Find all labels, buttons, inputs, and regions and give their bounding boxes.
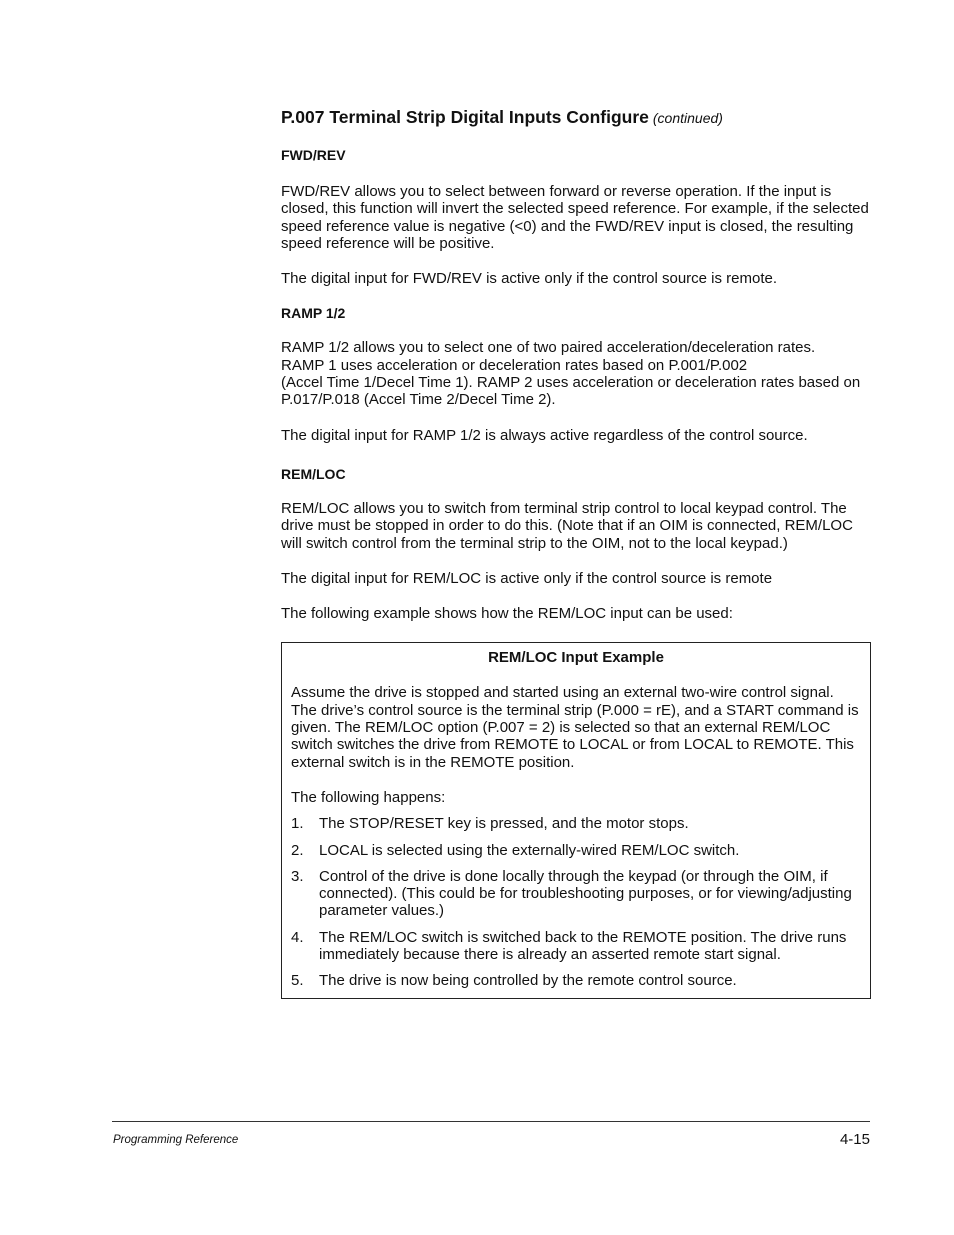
step-text: Control of the drive is done locally through the keypad (or through the OIM, if connected). (This could be for troubleshooting purposes, or for viewing/adjusting parameter values.)	[319, 867, 852, 920]
step-text: The REM/LOC switch is switched back to the REMOTE position. The drive runs immediately because there is already an asserted remote start signal.	[319, 928, 847, 964]
rem-loc-note: The digital input for REM/LOC is active only if the control source is remote	[281, 569, 773, 587]
ramp-description-line-1: RAMP 1/2 allows you to select one of two paired acceleration/deceleration rates.	[281, 339, 816, 357]
rem-loc-description: REM/LOC allows you to switch from terminal strip control to local keypad control. The drive must be stopped in order to do this. (Note that if an OIM is connected, REM/LOC will switch control from the terminal strip to the OIM, not to the local keypad.)	[281, 499, 853, 552]
footer-divider	[112, 1121, 870, 1122]
ramp-description-line-2: RAMP 1 uses acceleration or deceleration rates based on P.001/P.002	[281, 356, 748, 374]
step-number: 1.	[291, 815, 304, 833]
step-text: The drive is now being controlled by the remote control source.	[319, 972, 737, 990]
step-number: 2.	[291, 841, 304, 859]
page-title-text: P.007 Terminal Strip Digital Inputs Configure	[281, 107, 649, 127]
example-intro: Assume the drive is stopped and started using an external two-wire control signal. The drive’s control source is the terminal strip (P.000 = rE), and a START command is given. The REM/LOC option (P.007 = 2) is selected so that an external REM/LOC switch switches the drive from REMOTE to LOCAL or from LOCAL to REMOTE. This external switch is in the REMOTE position.	[291, 684, 859, 771]
example-lead: The following happens:	[291, 788, 446, 806]
page-content	[281, 104, 871, 999]
example-step	[291, 868, 861, 920]
ramp-note: The digital input for RAMP 1/2 is always active regardless of the control source.	[281, 426, 808, 444]
step-number: 5.	[291, 972, 304, 990]
ramp-description	[281, 339, 871, 408]
page-number: 4-15	[839, 1131, 870, 1148]
example-step	[291, 972, 861, 989]
step-number: 3.	[291, 867, 304, 885]
footer-section-title: Programming Reference	[113, 1134, 239, 1146]
rem-loc-example-intro: The following example shows how the REM/LOC input can be used:	[281, 605, 733, 623]
fwd-rev-note: The digital input for FWD/REV is active only if the control source is remote.	[281, 270, 778, 288]
example-step	[291, 815, 861, 832]
page-title-suffix: (continued)	[652, 110, 723, 126]
example-box	[281, 642, 871, 998]
example-steps	[291, 815, 861, 989]
fwd-rev-heading: FWD/REV	[281, 147, 346, 163]
step-number: 4.	[291, 928, 304, 946]
step-text: The STOP/RESET key is pressed, and the motor stops.	[319, 815, 689, 833]
example-step	[291, 842, 861, 859]
page-title	[281, 104, 871, 131]
ramp-description-rest: (Accel Time 1/Decel Time 1). RAMP 2 uses acceleration or deceleration rates based on P.017/P.018 (Accel Time 2/Decel Time 2).	[281, 374, 861, 409]
example-step	[291, 929, 861, 964]
ramp-heading: RAMP 1/2	[281, 305, 346, 322]
fwd-rev-description: FWD/REV allows you to select between forward or reverse operation. If the input is closed, this function will invert the selected speed reference. For example, if the selected speed reference value is negative (<0) and the FWD/REV input is closed, the resulting speed reference will be positive.	[281, 183, 869, 252]
rem-loc-heading: REM/LOC	[281, 465, 346, 482]
example-title: REM/LOC Input Example	[488, 649, 664, 667]
step-text: LOCAL is selected using the externally-wired REM/LOC switch.	[319, 841, 740, 859]
